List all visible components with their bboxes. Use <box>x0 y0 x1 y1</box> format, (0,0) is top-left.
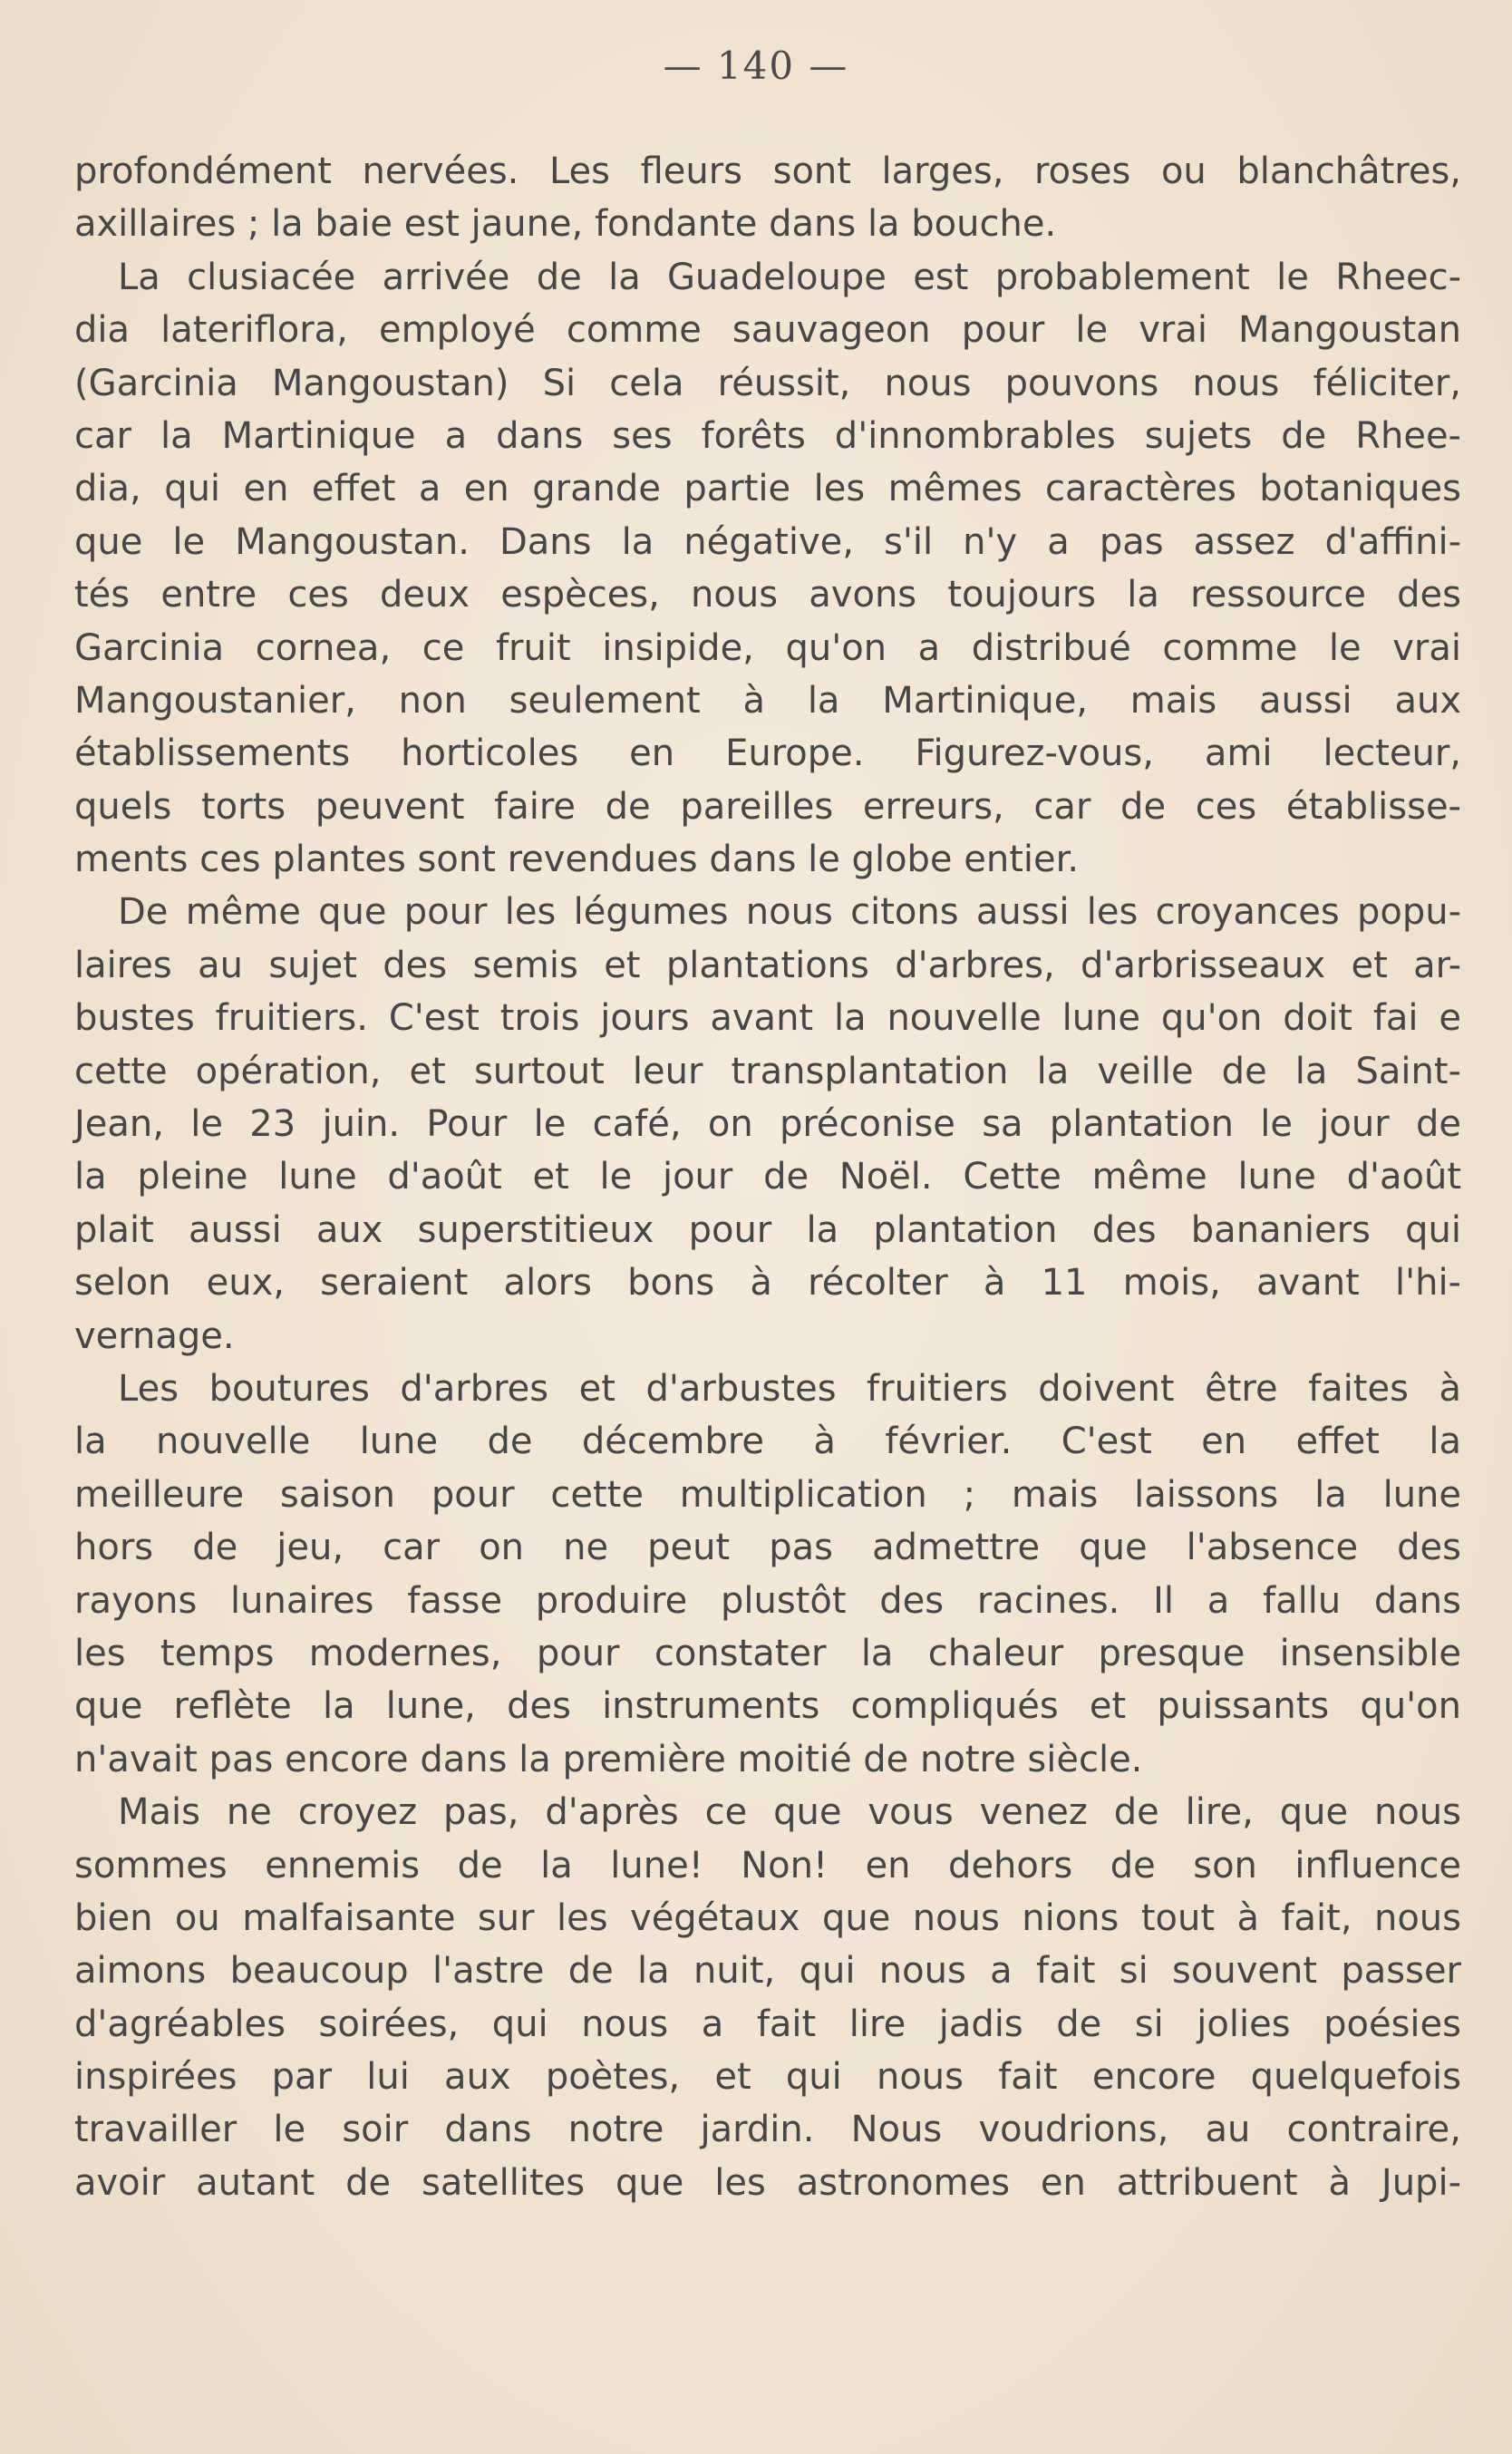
text-line: la nouvelle lune de décembre à février. C'est en effet la <box>74 1421 1461 1463</box>
text-line: cette opération, et surtout leur transplantation la veille de la Saint- <box>74 1050 1461 1092</box>
text-line: Les boutures d'arbres et d'arbustes fruitiers doivent être faites à <box>118 1367 1461 1410</box>
text-line: laires au sujet des semis et plantations d'arbres, d'arbrisseaux et ar- <box>74 944 1461 986</box>
text-line: tés entre ces deux espèces, nous avons toujours la ressource des <box>74 574 1461 616</box>
text-line: Mangoustanier, non seulement à la Martinique, mais aussi aux <box>74 679 1461 722</box>
text-line: les temps modernes, pour constater la chaleur presque insensible <box>74 1632 1461 1674</box>
text-line: Jean, le 23 juin. Pour le café, on préconise sa plantation le jour de <box>74 1103 1461 1146</box>
text-line: axillaires ; la baie est jaune, fondante dans la bouche. <box>74 203 1057 246</box>
text-line: La clusiacée arrivée de la Guadeloupe est probablement le Rheec- <box>118 256 1461 298</box>
text-line: avoir autant de satellites que les astronomes en attribuent à Jupi- <box>74 2161 1461 2204</box>
text-line: ments ces plantes sont revendues dans le globe entier. <box>74 839 1080 881</box>
text-line: De même que pour les légumes nous citons aussi les croyances popu- <box>118 891 1461 934</box>
text-line: que le Mangoustan. Dans la négative, s'il n'y a pas assez d'affini- <box>74 520 1461 563</box>
text-line: Garcinia cornea, ce fruit insipide, qu'on a distribué comme le vrai <box>74 626 1461 669</box>
text-line: hors de jeu, car on ne peut pas admettre que l'absence des <box>74 1527 1461 1569</box>
text-line: vernage. <box>74 1314 235 1357</box>
text-line: bustes fruitiers. C'est trois jours avant la nouvelle lune qu'on doit fai e <box>74 997 1461 1040</box>
text-line: selon eux, seraient alors bons à récolter à 11 mois, avant l'hi- <box>74 1262 1461 1305</box>
text-line: n'avait pas encore dans la première moitié de notre siècle. <box>74 1738 1143 1780</box>
text-line: quels torts peuvent faire de pareilles erreurs, car de ces établisse- <box>74 785 1461 828</box>
text-line: car la Martinique a dans ses forêts d'innombrables sujets de Rhee- <box>74 414 1461 457</box>
page-number: — 140 — <box>663 44 849 88</box>
text-line: meilleure saison pour cette multiplication ; mais laissons la lune <box>74 1473 1461 1516</box>
text-line: d'agréables soirées, qui nous a fait lire jadis de si jolies poésies <box>74 2003 1461 2045</box>
text-line: dia, qui en effet a en grande partie les mêmes caractères botaniques <box>74 468 1461 510</box>
text-line: aimons beaucoup l'astre de la nuit, qui nous a fait si souvent passer <box>74 1950 1461 1993</box>
text-line: travailler le soir dans notre jardin. Nous voudrions, au contraire, <box>74 2109 1461 2151</box>
body-text <box>74 145 1461 2209</box>
text-line: sommes ennemis de la lune! Non! en dehors de son influence <box>74 1844 1461 1887</box>
text-line: plait aussi aux superstitieux pour la plantation des bananiers qui <box>74 1208 1461 1251</box>
text-line: inspirées par lui aux poètes, et qui nous fait encore quelquefois <box>74 2056 1461 2099</box>
text-line: que reflète la lune, des instruments compliqués et puissants qu'on <box>74 1685 1461 1728</box>
text-line: la pleine lune d'août et le jour de Noël. Cette même lune d'août <box>74 1156 1461 1198</box>
text-line: établissements horticoles en Europe. Figurez-vous, ami lecteur, <box>74 732 1461 775</box>
text-line: Mais ne croyez pas, d'après ce que vous venez de lire, que nous <box>118 1791 1461 1834</box>
text-line: bien ou malfaisante sur les végétaux que nous nions tout à fait, nous <box>74 1896 1461 1939</box>
text-line: dia lateriflora, employé comme sauvageon pour le vrai Mangoustan <box>74 309 1461 352</box>
text-line: (Garcinia Mangoustan) Si cela réussit, nous pouvons nous féliciter, <box>74 362 1461 404</box>
text-line: profondément nervées. Les fleurs sont larges, roses ou blanchâtres, <box>74 150 1461 192</box>
text-line: rayons lunaires fasse produire plustôt des racines. Il a fallu dans <box>74 1579 1461 1622</box>
